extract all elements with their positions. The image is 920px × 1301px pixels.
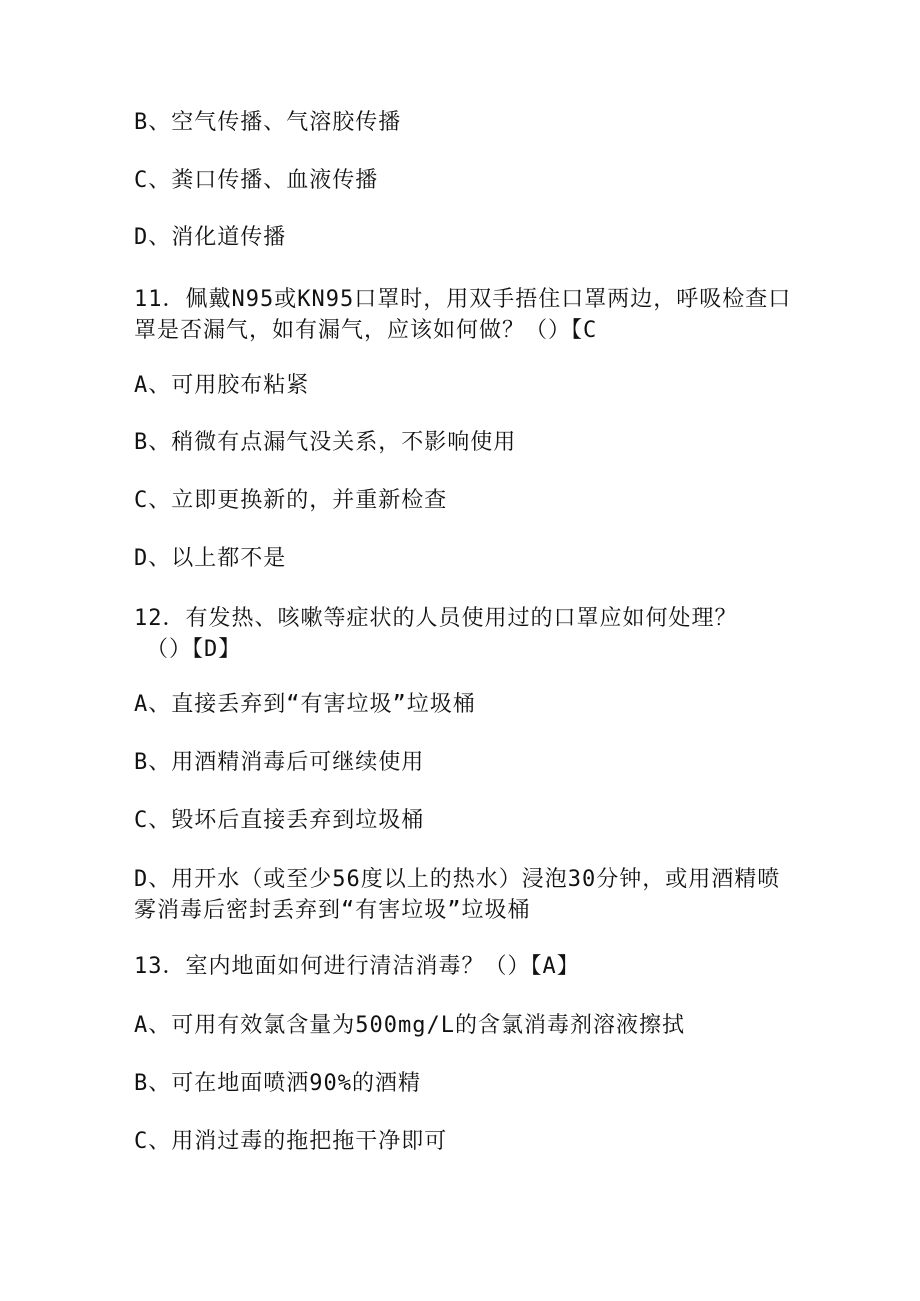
q12-option-d xyxy=(134,864,794,926)
q11-option-c: C、立即更换新的，并重新检查 xyxy=(134,488,448,513)
q10-option-b: B、空气传播、气溶胶传播 xyxy=(134,110,402,135)
q12-question xyxy=(134,603,794,665)
q12-option-c: C、毁坏后直接丢弃到垃圾桶 xyxy=(134,808,425,833)
q13-question: 13．室内地面如何进行清洁消毒？（）【A】 xyxy=(134,954,580,979)
q10-option-c: C、粪口传播、血液传播 xyxy=(134,168,379,193)
q12-option-b: B、用酒精消毒后可继续使用 xyxy=(134,750,425,775)
q12-question-line1: 12．有发热、咳嗽等症状的人员使用过的口罩应如何处理？ xyxy=(134,606,738,631)
q11-question xyxy=(134,284,794,346)
q13-option-c: C、用消过毒的拖把拖干净即可 xyxy=(134,1129,448,1154)
q12-option-d-line2: 雾消毒后密封丢弃到“有害垃圾”垃圾桶 xyxy=(134,898,531,923)
q11-question-line2: 罩是否漏气，如有漏气，应该如何做？（）【C xyxy=(134,318,598,343)
q13-option-a: A、可用有效氯含量为500mg/L的含氯消毒剂溶液擦拭 xyxy=(134,1013,685,1038)
q11-option-d: D、以上都不是 xyxy=(134,546,287,571)
q11-question-line1: 11．佩戴N95或KN95口罩时，用双手捂住口罩两边，呼吸检查口 xyxy=(134,287,792,312)
q12-option-a: A、直接丢弃到“有害垃圾”垃圾桶 xyxy=(134,692,476,717)
q11-option-a: A、可用胶布粘紧 xyxy=(134,373,310,398)
q13-option-b: B、可在地面喷洒90%的酒精 xyxy=(134,1071,421,1096)
q11-option-b: B、稍微有点漏气没关系，不影响使用 xyxy=(134,430,517,455)
q12-option-d-line1: D、用开水（或至少56度以上的热水）浸泡30分钟，或用酒精喷 xyxy=(134,867,781,892)
q12-question-line2: （）【D】 xyxy=(146,637,242,662)
q10-option-d: D、消化道传播 xyxy=(134,225,287,250)
